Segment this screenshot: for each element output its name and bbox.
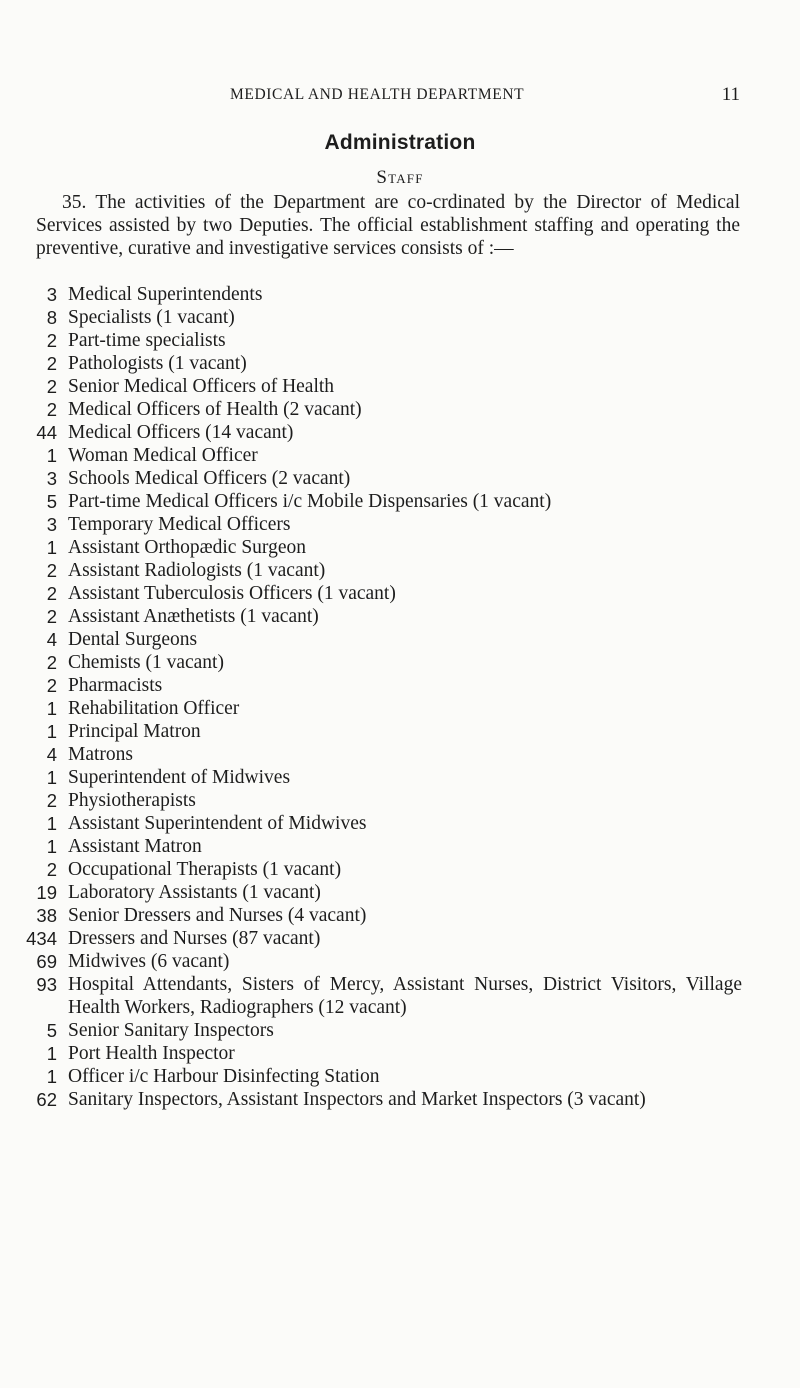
staff-row	[20, 467, 742, 490]
staff-role: Dental Surgeons	[68, 629, 198, 650]
staff-row	[20, 444, 742, 467]
staff-count: 2	[46, 583, 57, 604]
staff-row	[20, 950, 742, 973]
sub-title: Staff	[376, 167, 424, 188]
staff-row	[20, 375, 742, 398]
staff-role: Temporary Medical Officers	[68, 514, 291, 535]
staff-count: 1	[46, 767, 57, 788]
staff-count: 4	[46, 744, 57, 765]
staff-count: 38	[36, 905, 57, 926]
staff-count: 3	[46, 514, 57, 535]
staff-count: 2	[46, 353, 57, 374]
staff-row	[20, 927, 742, 950]
staff-row	[20, 766, 742, 789]
staff-row	[20, 628, 742, 651]
staff-count: 2	[46, 675, 57, 696]
staff-row	[20, 329, 742, 352]
page-header	[230, 86, 740, 110]
staff-row	[20, 1042, 742, 1065]
staff-row	[20, 1065, 742, 1088]
staff-count: 8	[46, 307, 57, 328]
staff-count: 2	[46, 790, 57, 811]
staff-count: 2	[46, 330, 57, 351]
section-title: Administration	[324, 131, 476, 154]
staff-role: Assistant Orthopædic Surgeon	[68, 537, 306, 558]
staff-row	[20, 490, 742, 513]
staff-role: Part-time specialists	[68, 330, 226, 351]
staff-role: Woman Medical Officer	[68, 445, 258, 466]
staff-role: Pathologists (1 vacant)	[68, 353, 247, 374]
staff-count: 69	[36, 951, 57, 972]
staff-role: Midwives (6 vacant)	[68, 951, 230, 972]
staff-count: 19	[36, 882, 57, 903]
staff-count: 44	[36, 422, 57, 443]
staff-role: Chemists (1 vacant)	[68, 652, 224, 673]
staff-row	[20, 1088, 742, 1111]
staff-role: Pharmacists	[68, 675, 163, 696]
staff-row	[20, 283, 742, 306]
staff-count: 62	[36, 1089, 57, 1110]
staff-row	[20, 858, 742, 881]
staff-count: 1	[46, 698, 57, 719]
staff-role: Physiotherapists	[68, 790, 196, 811]
staff-role: Port Health Inspector	[68, 1043, 235, 1064]
staff-count: 2	[46, 652, 57, 673]
staff-count: 2	[46, 399, 57, 420]
staff-row	[20, 352, 742, 375]
staff-role: Medical Officers (14 vacant)	[68, 422, 294, 443]
staff-row	[20, 513, 742, 536]
staff-role: Senior Dressers and Nurses (4 vacant)	[68, 905, 367, 926]
staff-role: Medical Superintendents	[68, 284, 263, 305]
staff-row	[20, 674, 742, 697]
page-number: 11	[721, 84, 740, 105]
staff-count: 2	[46, 376, 57, 397]
staff-count: 2	[46, 560, 57, 581]
staff-role: Hospital Attendants, Sisters of Mercy, Assistant Nurses, District Visitors, Village Health Workers, Radiographers (12 vacant)	[68, 974, 742, 1018]
staff-count: 3	[46, 284, 57, 305]
staff-role: Part-time Medical Officers i/c Mobile Dispensaries (1 vacant)	[68, 491, 552, 512]
staff-role: Specialists (1 vacant)	[68, 307, 235, 328]
staff-role: Assistant Tuberculosis Officers (1 vacant)	[68, 583, 396, 604]
staff-count: 1	[46, 445, 57, 466]
staff-count: 5	[46, 491, 57, 512]
intro-paragraph: 35. The activities of the Department are co-crdinated by the Director of Medical Services assisted by two Deputies. The official establishment staffing and operating the preventive, curative and investigative services consists of :—	[36, 192, 740, 259]
staff-role: Schools Medical Officers (2 vacant)	[68, 468, 351, 489]
staff-count: 1	[46, 537, 57, 558]
staff-row	[20, 306, 742, 329]
staff-count: 4	[46, 629, 57, 650]
staff-count: 3	[46, 468, 57, 489]
staff-list	[20, 283, 742, 1111]
staff-count: 1	[46, 813, 57, 834]
staff-count: 5	[46, 1020, 57, 1041]
staff-role: Occupational Therapists (1 vacant)	[68, 859, 342, 880]
staff-row	[20, 651, 742, 674]
staff-role: Assistant Superintendent of Midwives	[68, 813, 367, 834]
staff-count: 1	[46, 1066, 57, 1087]
staff-row	[20, 720, 742, 743]
staff-row	[20, 605, 742, 628]
staff-count: 434	[26, 928, 57, 949]
staff-count: 1	[46, 1043, 57, 1064]
staff-role: Sanitary Inspectors, Assistant Inspectors and Market Inspectors (3 vacant)	[68, 1089, 646, 1110]
staff-role: Dressers and Nurses (87 vacant)	[68, 928, 321, 949]
staff-role: Matrons	[68, 744, 133, 765]
staff-role: Assistant Radiologists (1 vacant)	[68, 560, 326, 581]
staff-role: Senior Medical Officers of Health	[68, 376, 335, 397]
staff-role: Medical Officers of Health (2 vacant)	[68, 399, 362, 420]
staff-count: 2	[46, 859, 57, 880]
staff-row	[20, 812, 742, 835]
staff-row	[20, 1019, 742, 1042]
staff-row	[20, 582, 742, 605]
staff-row	[20, 881, 742, 904]
staff-row	[20, 559, 742, 582]
staff-row	[20, 398, 742, 421]
staff-row	[20, 421, 742, 444]
staff-role: Rehabilitation Officer	[68, 698, 240, 719]
running-head: MEDICAL AND HEALTH DEPARTMENT	[230, 86, 525, 103]
staff-row	[20, 743, 742, 766]
staff-count: 93	[36, 974, 57, 995]
staff-count: 1	[46, 721, 57, 742]
staff-role: Laboratory Assistants (1 vacant)	[68, 882, 321, 903]
staff-row	[20, 697, 742, 720]
staff-row	[20, 904, 742, 927]
staff-role: Officer i/c Harbour Disinfecting Station	[68, 1066, 380, 1087]
staff-role: Superintendent of Midwives	[68, 767, 291, 788]
staff-row	[20, 835, 742, 858]
staff-count: 2	[46, 606, 57, 627]
staff-role: Principal Matron	[68, 721, 201, 742]
staff-count: 1	[46, 836, 57, 857]
staff-row	[20, 973, 742, 1019]
staff-role: Senior Sanitary Inspectors	[68, 1020, 274, 1041]
staff-role: Assistant Anæthetists (1 vacant)	[68, 606, 319, 627]
staff-row	[20, 789, 742, 812]
staff-role: Assistant Matron	[68, 836, 202, 857]
staff-row	[20, 536, 742, 559]
